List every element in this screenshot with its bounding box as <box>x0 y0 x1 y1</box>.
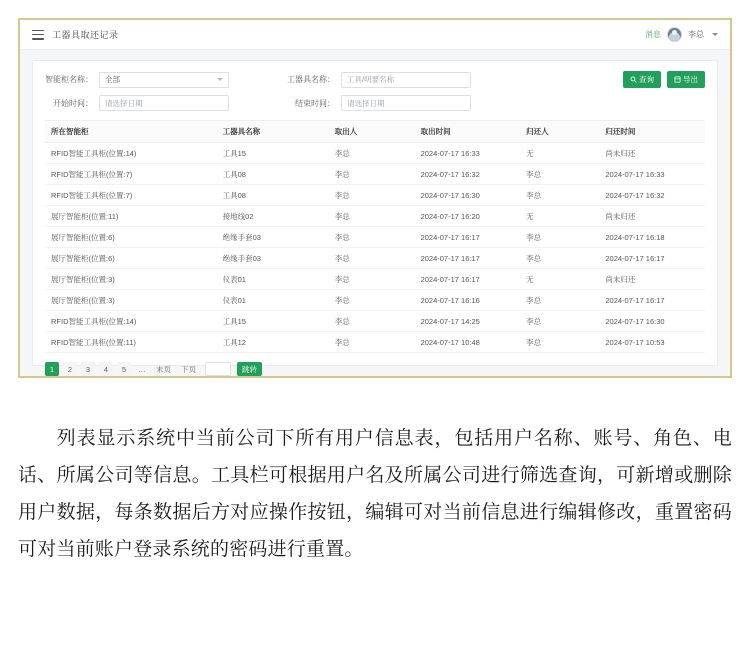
table-cell: 2024-07-17 16:17 <box>415 269 521 290</box>
message-link[interactable]: 消息 <box>645 30 661 39</box>
table-cell: 2024-07-17 16:17 <box>415 248 521 269</box>
table-cell: 2024-07-17 14:25 <box>415 311 521 332</box>
page-button-3[interactable]: 3 <box>81 362 95 376</box>
export-icon <box>674 76 681 83</box>
app-body <box>20 50 730 376</box>
column-header: 取出人 <box>329 121 415 143</box>
table-row[interactable] <box>45 143 705 164</box>
table-cell: 李总 <box>520 248 599 269</box>
table-cell: 2024-07-17 16:30 <box>415 185 521 206</box>
search-icon <box>630 76 637 83</box>
cabinet-label: 智能柜名称： <box>45 75 93 84</box>
table-cell: 无 <box>520 269 599 290</box>
table-cell: 展厅智能柜(位置:3) <box>45 269 217 290</box>
table-cell: 2024-07-17 16:17 <box>415 227 521 248</box>
table-cell: 2024-07-17 16:16 <box>415 290 521 311</box>
table-cell: 展厅智能柜(位置:6) <box>45 227 217 248</box>
page-ellipsis[interactable]: … <box>138 364 146 374</box>
table-cell: 工具08 <box>217 164 329 185</box>
page-go-button[interactable]: 跳转 <box>237 362 262 376</box>
table-cell: RFID智能工具柜(位置:7) <box>45 185 217 206</box>
search-button[interactable] <box>623 71 661 88</box>
tool-input[interactable] <box>341 72 471 88</box>
table-cell: 展厅智能柜(位置:11) <box>45 206 217 227</box>
content-card <box>32 60 718 374</box>
table-header-row <box>45 121 705 143</box>
table-row[interactable] <box>45 227 705 248</box>
table-cell: 无 <box>520 143 599 164</box>
table-cell: 2024-07-17 16:20 <box>415 206 521 227</box>
app-header <box>20 20 730 50</box>
export-button[interactable] <box>667 71 705 88</box>
end-label: 结束时间： <box>295 98 335 108</box>
table-cell: 展厅智能柜(位置:3) <box>45 290 217 311</box>
records-table <box>45 120 705 353</box>
table-row[interactable] <box>45 332 705 353</box>
page-button-5[interactable]: 5 <box>117 362 131 376</box>
last-page-button[interactable]: 末页 <box>156 364 171 374</box>
table-cell: 工具12 <box>217 332 329 353</box>
table-row[interactable] <box>45 206 705 227</box>
end-date-input[interactable] <box>341 95 471 111</box>
table-header <box>45 121 705 143</box>
filter-bar <box>45 71 705 111</box>
table-cell: 2024-07-17 16:18 <box>599 227 705 248</box>
table-cell: 李总 <box>520 227 599 248</box>
cabinet-select-value: 全部 <box>105 75 120 84</box>
page-button-4[interactable]: 4 <box>99 362 113 376</box>
hamburger-icon[interactable] <box>32 30 44 40</box>
table-cell: RFID智能工具柜(位置:7) <box>45 164 217 185</box>
table-cell: 2024-07-17 10:53 <box>599 332 705 353</box>
table-cell: RFID智能工具柜(位置:14) <box>45 143 217 164</box>
tool-label: 工器具名称： <box>287 75 335 84</box>
caption-text: 列表显示系统中当前公司下所有用户信息表，包括用户名称、账号、角色、电话、所属公司等信息。工具栏可根据用户名及所属公司进行筛选查询，可新增或删除用户数据，每条数据后方对应操作按钮，编辑可对当前信息进行编辑修改，重置密码可对当前账户登录系统的密码进行重置。 <box>18 428 732 561</box>
table-cell: 李总 <box>329 227 415 248</box>
table-cell: 接地线02 <box>217 206 329 227</box>
avatar[interactable] <box>667 27 682 42</box>
caption-paragraph <box>18 420 732 568</box>
page-button-1[interactable]: 1 <box>45 362 59 376</box>
table-cell: 李总 <box>329 185 415 206</box>
start-label: 开始时间： <box>53 98 93 108</box>
table-cell: 展厅智能柜(位置:6) <box>45 248 217 269</box>
table-cell: 李总 <box>329 311 415 332</box>
table-cell: 工具08 <box>217 185 329 206</box>
table-row[interactable] <box>45 290 705 311</box>
table-cell: 李总 <box>329 290 415 311</box>
chevron-down-icon[interactable] <box>712 33 718 36</box>
table-cell: RFID智能工具柜(位置:14) <box>45 311 217 332</box>
table-cell: 仪表01 <box>217 290 329 311</box>
page-jump-input[interactable] <box>205 362 231 376</box>
chevron-down-icon <box>217 78 223 81</box>
column-header: 归还人 <box>520 121 599 143</box>
table-cell: 李总 <box>520 311 599 332</box>
start-date-placeholder: 请选择日期 <box>105 98 143 108</box>
table-cell: 李总 <box>520 332 599 353</box>
table-cell: 2024-07-17 16:33 <box>599 164 705 185</box>
table-cell: 李总 <box>329 248 415 269</box>
table-cell: 李总 <box>329 332 415 353</box>
table-cell: 2024-07-17 16:17 <box>599 248 705 269</box>
table-cell: 2024-07-17 16:30 <box>599 311 705 332</box>
table-cell: 2024-07-17 16:17 <box>599 290 705 311</box>
header-right <box>645 27 718 42</box>
page-button-2[interactable]: 2 <box>63 362 77 376</box>
search-button-label: 查询 <box>639 75 654 84</box>
table-cell: 工具15 <box>217 143 329 164</box>
table-row[interactable] <box>45 164 705 185</box>
table-cell: 无 <box>520 206 599 227</box>
table-body <box>45 143 705 353</box>
pagination <box>45 362 705 376</box>
table-cell: 工具15 <box>217 311 329 332</box>
column-header: 归还时间 <box>599 121 705 143</box>
column-header: 所在智能柜 <box>45 121 217 143</box>
table-cell: 尚未归还 <box>599 269 705 290</box>
table-cell: 2024-07-17 16:32 <box>415 164 521 185</box>
table-row[interactable] <box>45 248 705 269</box>
table-cell: 绝缘手套03 <box>217 227 329 248</box>
table-cell: 李总 <box>520 290 599 311</box>
table-cell: 李总 <box>329 206 415 227</box>
next-page-button[interactable]: 下页 <box>181 364 196 374</box>
table-row[interactable] <box>45 185 705 206</box>
cabinet-select[interactable] <box>99 72 229 88</box>
table-cell: 绝缘手套03 <box>217 248 329 269</box>
end-date-placeholder: 请选择日期 <box>347 98 385 108</box>
table-row[interactable] <box>45 311 705 332</box>
table-cell: 2024-07-17 16:33 <box>415 143 521 164</box>
user-name: 李总 <box>688 30 704 39</box>
table-cell: 仪表01 <box>217 269 329 290</box>
tool-input-placeholder: 工具/明要名称 <box>347 75 395 84</box>
screenshot-frame <box>18 18 732 378</box>
table-cell: 2024-07-17 10:48 <box>415 332 521 353</box>
table-cell: 李总 <box>329 164 415 185</box>
table-cell: 李总 <box>329 143 415 164</box>
table-cell: RFID智能工具柜(位置:11) <box>45 332 217 353</box>
export-button-label: 导出 <box>683 75 698 84</box>
table-cell: 尚未归还 <box>599 206 705 227</box>
filter-buttons <box>623 71 705 88</box>
table-row[interactable] <box>45 269 705 290</box>
table-cell: 李总 <box>329 269 415 290</box>
column-header: 取出时间 <box>415 121 521 143</box>
start-date-input[interactable] <box>99 95 229 111</box>
table-cell: 2024-07-17 16:32 <box>599 185 705 206</box>
table-cell: 李总 <box>520 185 599 206</box>
column-header: 工器具名称 <box>217 121 329 143</box>
table-cell: 李总 <box>520 164 599 185</box>
table-cell: 尚未归还 <box>599 143 705 164</box>
page-title: 工器具取还记录 <box>52 30 119 40</box>
